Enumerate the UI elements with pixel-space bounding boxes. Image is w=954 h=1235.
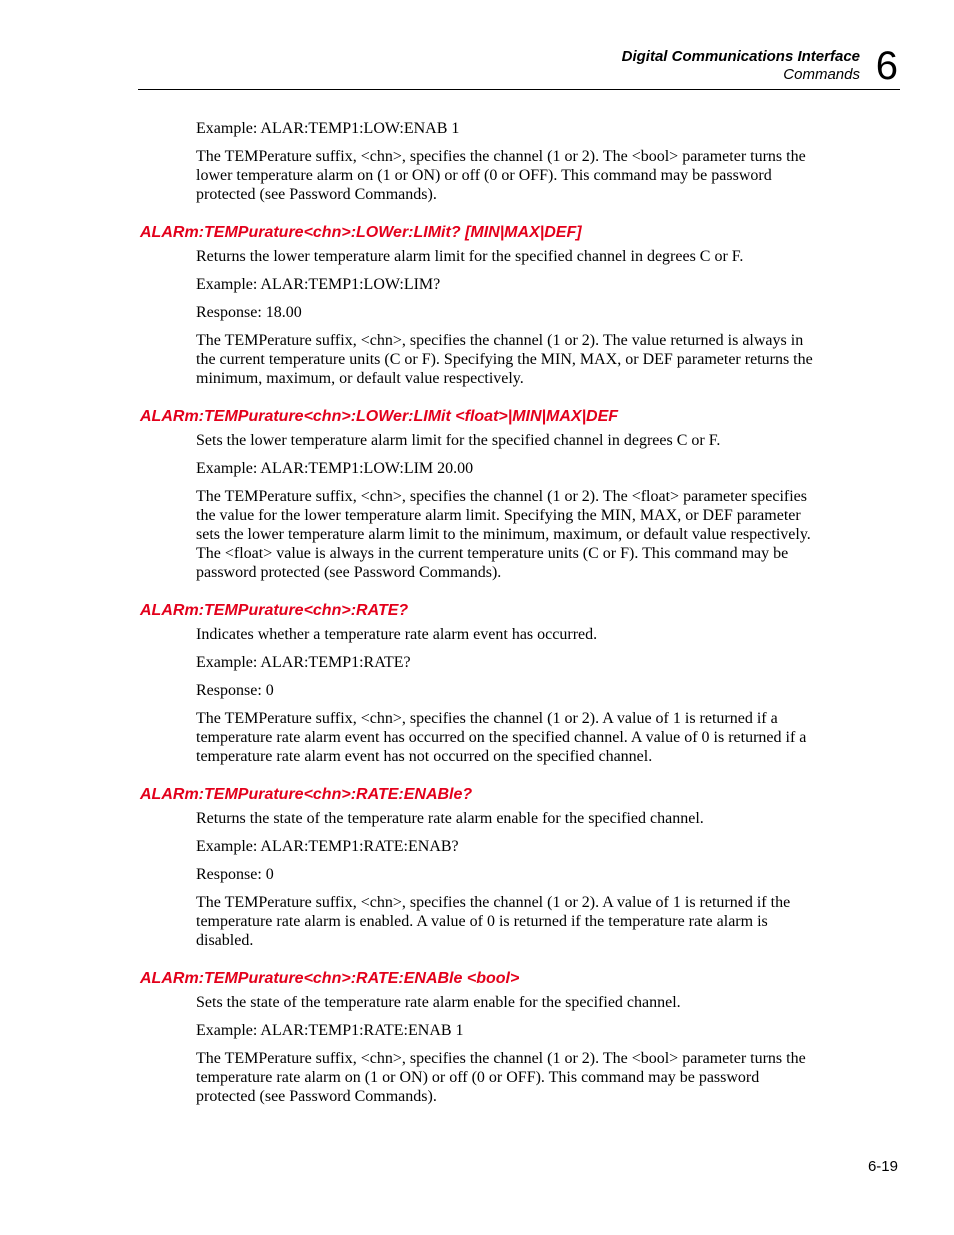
response-text: Response: 0 <box>196 682 274 699</box>
section-continued <box>140 119 830 204</box>
example-text: Example: ALAR:TEMP1:LOW:ENAB 1 <box>196 120 460 137</box>
summary-text: Sets the lower temperature alarm limit for the specified channel in degrees C or F. <box>196 432 721 449</box>
section-lower-limit-set <box>140 407 830 582</box>
description-text: The TEMPerature suffix, <chn>, specifies the channel (1 or 2). The <bool> parameter turns the temperature rate alarm on (1 or ON) or off (0 or OFF). This command may be password protected (see Password Commands). <box>196 1050 806 1105</box>
header-subtitle: Commands <box>783 66 860 83</box>
summary-text: Sets the state of the temperature rate alarm enable for the specified channel. <box>196 994 681 1011</box>
example-text: Example: ALAR:TEMP1:RATE:ENAB 1 <box>196 1022 464 1039</box>
example-text: Example: ALAR:TEMP1:LOW:LIM? <box>196 276 441 293</box>
header-rule <box>138 89 900 90</box>
command-heading: ALARm:TEMPurature<chn>:RATE? <box>140 602 409 619</box>
example-text: Example: ALAR:TEMP1:RATE:ENAB? <box>196 838 459 855</box>
page-content <box>140 119 830 1115</box>
example-text: Example: ALAR:TEMP1:LOW:LIM 20.00 <box>196 460 474 477</box>
description-text: The TEMPerature suffix, <chn>, specifies the channel (1 or 2). The value returned is always in the current temperature units (C or F). Specifying the MIN, MAX, or DEF parameter returns the minimum, maximum, or default value respectively. <box>196 332 813 387</box>
description-text: The TEMPerature suffix, <chn>, specifies the channel (1 or 2). A value of 1 is returned if the temperature rate alarm is enabled. A value of 0 is returned if the temperature rate alarm is disabled. <box>196 894 791 949</box>
summary-text: Returns the state of the temperature rate alarm enable for the specified channel. <box>196 810 704 827</box>
section-rate-enable-set <box>140 969 830 1106</box>
chapter-number: 6 <box>875 44 898 88</box>
description-text: The TEMPerature suffix, <chn>, specifies the channel (1 or 2). The <bool> parameter turns the lower temperature alarm on (1 or ON) or off (0 or OFF). This command may be password protected (see Password Commands). <box>196 148 806 203</box>
page-header <box>138 46 900 90</box>
summary-text: Indicates whether a temperature rate alarm event has occurred. <box>196 626 598 643</box>
example-text: Example: ALAR:TEMP1:RATE? <box>196 654 411 671</box>
page-number: 6-19 <box>867 1158 898 1175</box>
description-text: The TEMPerature suffix, <chn>, specifies the channel (1 or 2). The <float> parameter specifies the value for the lower temperature alarm limit. Specifying the MIN, MAX, or DEF parameter sets the lower temperature alarm limit to the minimum, maximum, or default value respectively. The <float> value is always in the current temperature units (C or F). This command may be password protected (see Password Commands). <box>196 488 811 581</box>
header-title: Digital Communications Interface <box>621 48 860 65</box>
command-heading: ALARm:TEMPurature<chn>:RATE:ENABle <bool> <box>140 970 520 987</box>
header-text <box>622 48 860 84</box>
section-rate-enable-query <box>140 785 830 950</box>
command-heading: ALARm:TEMPurature<chn>:LOWer:LIMit? [MIN|MAX|DEF] <box>140 224 582 241</box>
command-heading: ALARm:TEMPurature<chn>:RATE:ENABle? <box>140 786 473 803</box>
command-heading: ALARm:TEMPurature<chn>:LOWer:LIMit <float>|MIN|MAX|DEF <box>140 408 619 425</box>
response-text: Response: 18.00 <box>196 304 302 321</box>
section-rate-query <box>140 601 830 766</box>
summary-text: Returns the lower temperature alarm limit for the specified channel in degrees C or F. <box>196 248 744 265</box>
description-text: The TEMPerature suffix, <chn>, specifies the channel (1 or 2). A value of 1 is returned if a temperature rate alarm event has occurred on the specified channel. A value of 0 is returned if a temperature rate alarm event has not occurred on the specified channel. <box>196 710 807 765</box>
response-text: Response: 0 <box>196 866 274 883</box>
section-lower-limit-query <box>140 223 830 388</box>
